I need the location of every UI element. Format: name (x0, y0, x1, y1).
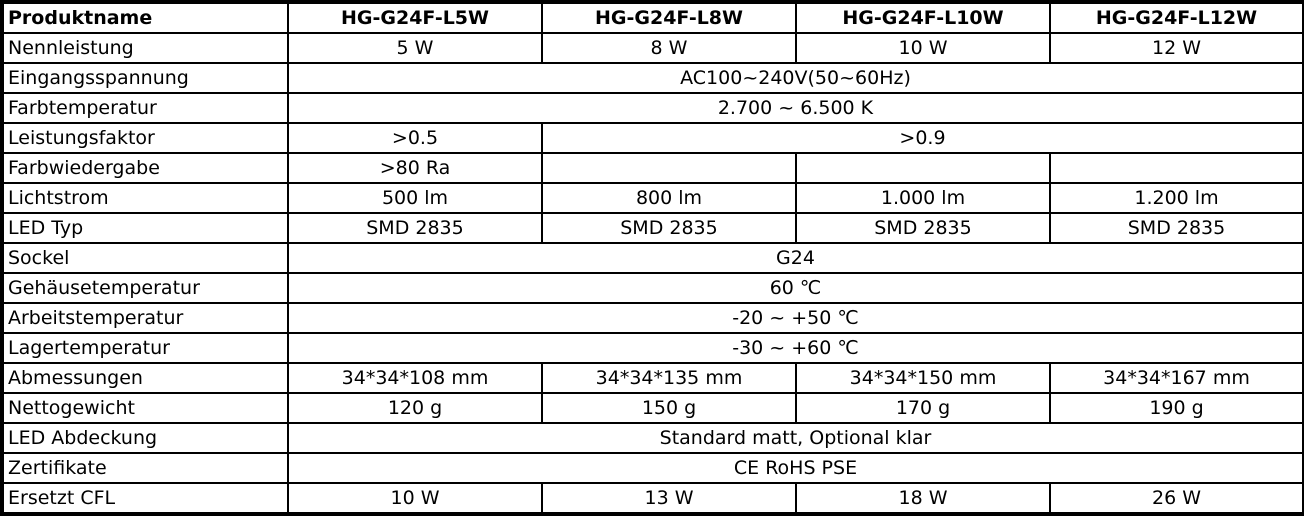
table-cell: 2.700 ~ 6.500 K (288, 93, 1303, 123)
table-cell: 34*34*135 mm (542, 363, 796, 393)
table-cell: 5 W (288, 33, 542, 63)
table-row (3, 363, 1303, 393)
row-label: Arbeitstemperatur (3, 303, 288, 333)
table-row (3, 93, 1303, 123)
table-cell: 190 g (1050, 393, 1303, 423)
table-row (3, 63, 1303, 93)
row-label: Farbwiedergabe (3, 153, 288, 183)
row-label: LED Abdeckung (3, 423, 288, 453)
table-cell: -20 ~ +50 ℃ (288, 303, 1303, 333)
table-cell: 60 ℃ (288, 273, 1303, 303)
row-label: Eingangsspannung (3, 63, 288, 93)
table-row (3, 243, 1303, 273)
table-cell: 1.200 lm (1050, 183, 1303, 213)
row-label: Farbtemperatur (3, 93, 288, 123)
row-label: LED Typ (3, 213, 288, 243)
table-cell: SMD 2835 (1050, 213, 1303, 243)
row-label: Ersetzt CFL (3, 483, 288, 513)
table-cell: 10 W (796, 33, 1050, 63)
table-cell: 170 g (796, 393, 1050, 423)
table-row (3, 393, 1303, 423)
row-label: Lagertemperatur (3, 333, 288, 363)
row-label: Lichtstrom (3, 183, 288, 213)
table-row (3, 333, 1303, 363)
table-row (3, 303, 1303, 333)
table-cell: SMD 2835 (796, 213, 1050, 243)
header-cell: Produktname (3, 3, 288, 33)
table-cell: 13 W (542, 483, 796, 513)
table-row (3, 273, 1303, 303)
table-row (3, 213, 1303, 243)
table-cell: SMD 2835 (542, 213, 796, 243)
table-cell: 1.000 lm (796, 183, 1050, 213)
row-label: Zertifikate (3, 453, 288, 483)
header-cell: HG-G24F-L8W (542, 3, 796, 33)
table-cell: >80 Ra (288, 153, 542, 183)
header-cell: HG-G24F-L12W (1050, 3, 1303, 33)
table-cell: 800 lm (542, 183, 796, 213)
table-cell: >0.9 (542, 123, 1303, 153)
product-spec-table (2, 2, 1304, 514)
table-row (3, 483, 1303, 513)
table-cell: 10 W (288, 483, 542, 513)
table-cell: 34*34*167 mm (1050, 363, 1303, 393)
table-row (3, 123, 1303, 153)
table-cell: 500 lm (288, 183, 542, 213)
table-cell: 34*34*108 mm (288, 363, 542, 393)
table-cell (542, 153, 796, 183)
table-cell: SMD 2835 (288, 213, 542, 243)
table-cell: CE RoHS PSE (288, 453, 1303, 483)
table-cell (1050, 153, 1303, 183)
table-cell: 18 W (796, 483, 1050, 513)
table-cell: -30 ~ +60 ℃ (288, 333, 1303, 363)
row-label: Abmessungen (3, 363, 288, 393)
row-label: Leistungsfaktor (3, 123, 288, 153)
row-label: Gehäusetemperatur (3, 273, 288, 303)
table-cell: >0.5 (288, 123, 542, 153)
table-cell: Standard matt, Optional klar (288, 423, 1303, 453)
table-header-row (3, 3, 1303, 33)
table-cell: G24 (288, 243, 1303, 273)
header-cell: HG-G24F-L5W (288, 3, 542, 33)
table-row (3, 153, 1303, 183)
row-label: Nennleistung (3, 33, 288, 63)
table-row (3, 423, 1303, 453)
table-cell: AC100~240V(50~60Hz) (288, 63, 1303, 93)
table-cell (796, 153, 1050, 183)
table-cell: 12 W (1050, 33, 1303, 63)
table-cell: 34*34*150 mm (796, 363, 1050, 393)
table-cell: 150 g (542, 393, 796, 423)
table-row (3, 183, 1303, 213)
row-label: Sockel (3, 243, 288, 273)
table-cell: 120 g (288, 393, 542, 423)
row-label: Nettogewicht (3, 393, 288, 423)
table-cell: 8 W (542, 33, 796, 63)
table-row (3, 453, 1303, 483)
table-cell: 26 W (1050, 483, 1303, 513)
header-cell: HG-G24F-L10W (796, 3, 1050, 33)
table-row (3, 33, 1303, 63)
